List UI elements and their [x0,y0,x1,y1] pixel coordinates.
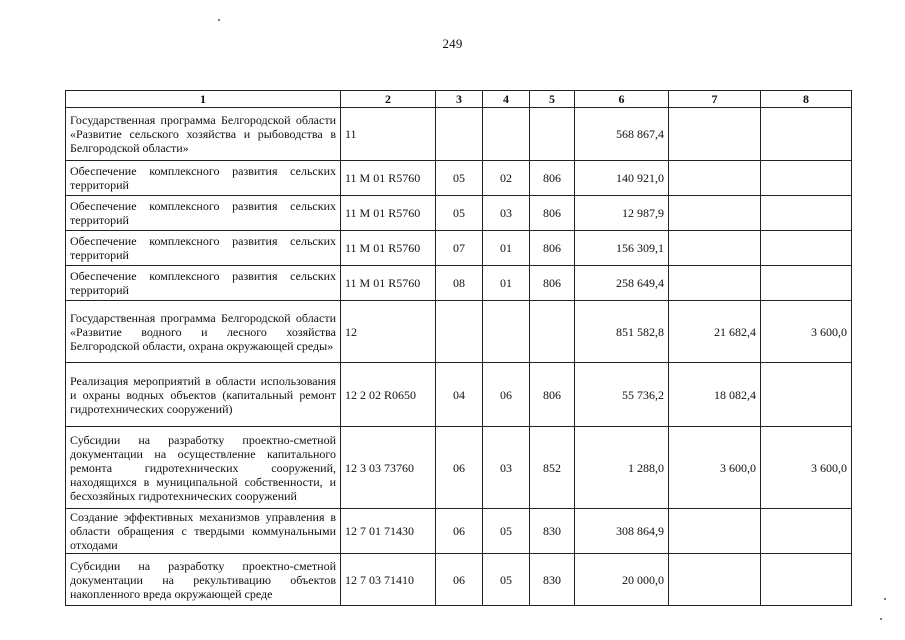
column-header: 4 [483,91,530,108]
program-name-cell: Субсидии на разработку проектно-сметной документации на осуществление капитального ремонта гидротехнических сооружений, находящихся в муниципальной собственности, и бесхозяйных гидротехнических сооружений [66,427,341,509]
table-row [66,266,852,301]
subsection-cell [483,301,530,363]
amount-cell [761,108,852,161]
table-row [66,554,852,606]
column-header: 7 [669,91,761,108]
amount-cell: 851 582,8 [575,301,669,363]
target-code-cell: 12 3 03 73760 [341,427,436,509]
column-header: 3 [436,91,483,108]
expense-type-cell: 806 [530,266,575,301]
section-cell [436,108,483,161]
target-code-cell: 11 М 01 R5760 [341,161,436,196]
column-header: 1 [66,91,341,108]
amount-cell [669,231,761,266]
amount-cell: 12 987,9 [575,196,669,231]
amount-cell: 308 864,9 [575,509,669,554]
target-code-cell: 12 7 03 71410 [341,554,436,606]
amount-cell [669,108,761,161]
program-name-cell: Создание эффективных механизмов управления в области обращения с твердыми коммунальными отходами [66,509,341,554]
amount-cell [669,266,761,301]
section-cell: 06 [436,554,483,606]
section-cell: 05 [436,161,483,196]
amount-cell [761,509,852,554]
section-cell: 07 [436,231,483,266]
program-name-cell: Обеспечение комплексного развития сельских территорий [66,161,341,196]
amount-cell: 3 600,0 [761,427,852,509]
amount-cell: 156 309,1 [575,231,669,266]
program-name-cell: Государственная программа Белгородской области «Развитие водного и лесного хозяйства Белгородской области, охрана окружающей среды» [66,301,341,363]
expense-type-cell: 806 [530,161,575,196]
amount-cell [669,161,761,196]
subsection-cell: 03 [483,196,530,231]
amount-cell [761,363,852,427]
table-row [66,161,852,196]
column-header: 5 [530,91,575,108]
column-header: 8 [761,91,852,108]
subsection-cell: 06 [483,363,530,427]
target-code-cell: 11 М 01 R5760 [341,231,436,266]
section-cell: 05 [436,196,483,231]
amount-cell: 258 649,4 [575,266,669,301]
table-row [66,108,852,161]
expense-type-cell: 806 [530,231,575,266]
amount-cell [761,266,852,301]
expense-type-cell: 852 [530,427,575,509]
target-code-cell: 12 7 01 71430 [341,509,436,554]
scan-speck [884,598,886,600]
amount-cell [761,231,852,266]
table-row [66,301,852,363]
amount-cell: 1 288,0 [575,427,669,509]
amount-cell: 3 600,0 [761,301,852,363]
target-code-cell: 11 М 01 R5760 [341,196,436,231]
target-code-cell: 12 2 02 R0650 [341,363,436,427]
table-row [66,196,852,231]
program-name-cell: Обеспечение комплексного развития сельских территорий [66,196,341,231]
amount-cell [761,554,852,606]
expense-type-cell [530,301,575,363]
column-header: 2 [341,91,436,108]
program-name-cell: Обеспечение комплексного развития сельских территорий [66,266,341,301]
subsection-cell: 02 [483,161,530,196]
scan-speck [880,618,882,620]
amount-cell [669,196,761,231]
target-code-cell: 12 [341,301,436,363]
expense-type-cell: 806 [530,196,575,231]
subsection-cell: 05 [483,554,530,606]
section-cell [436,301,483,363]
amount-cell [761,161,852,196]
subsection-cell: 01 [483,231,530,266]
expense-type-cell: 806 [530,363,575,427]
table-row [66,231,852,266]
program-name-cell: Государственная программа Белгородской области «Развитие сельского хозяйства и рыбоводства в Белгородской области» [66,108,341,161]
amount-cell: 21 682,4 [669,301,761,363]
amount-cell: 140 921,0 [575,161,669,196]
amount-cell: 3 600,0 [669,427,761,509]
section-cell: 06 [436,509,483,554]
table-row [66,427,852,509]
section-cell: 04 [436,363,483,427]
amount-cell: 568 867,4 [575,108,669,161]
scan-speck [218,19,220,21]
expense-type-cell [530,108,575,161]
program-name-cell: Субсидии на разработку проектно-сметной документации на рекультивацию объектов накопленного вреда окружающей среде [66,554,341,606]
program-name-cell: Обеспечение комплексного развития сельских территорий [66,231,341,266]
amount-cell [669,554,761,606]
section-cell: 06 [436,427,483,509]
budget-table [65,90,852,606]
page-number: 249 [442,36,463,51]
program-name-cell: Реализация мероприятий в области использования и охраны водных объектов (капитальный ремонт гидротехнических сооружений) [66,363,341,427]
target-code-cell: 11 М 01 R5760 [341,266,436,301]
subsection-cell: 03 [483,427,530,509]
target-code-cell: 11 [341,108,436,161]
column-header: 6 [575,91,669,108]
amount-cell: 55 736,2 [575,363,669,427]
amount-cell [761,196,852,231]
section-cell: 08 [436,266,483,301]
amount-cell: 18 082,4 [669,363,761,427]
amount-cell [669,509,761,554]
expense-type-cell: 830 [530,554,575,606]
table-row [66,363,852,427]
subsection-cell: 01 [483,266,530,301]
expense-type-cell: 830 [530,509,575,554]
subsection-cell [483,108,530,161]
amount-cell: 20 000,0 [575,554,669,606]
table-header-row [66,91,852,108]
table-row [66,509,852,554]
subsection-cell: 05 [483,509,530,554]
